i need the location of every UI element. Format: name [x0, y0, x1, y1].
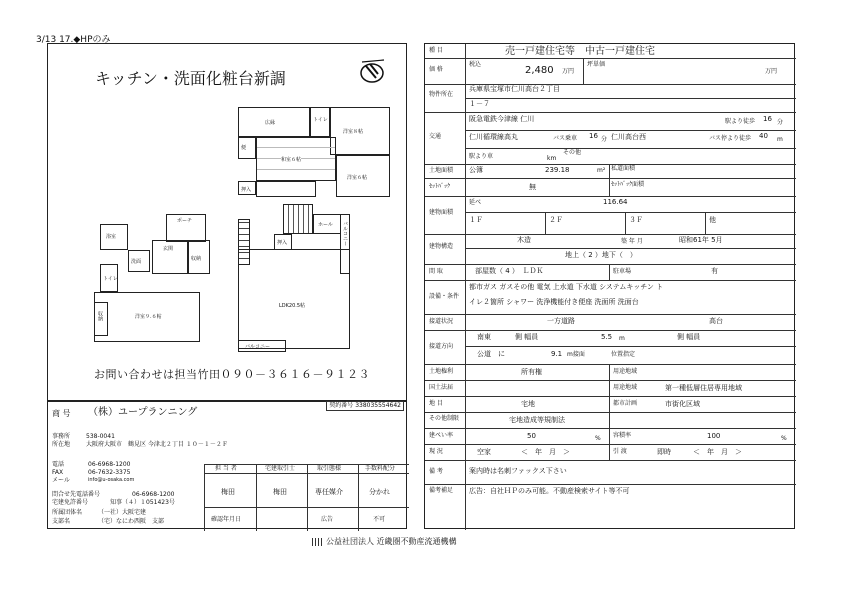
- room-western-6: 洋室６帖: [336, 155, 390, 197]
- company-mail: info@u-osaka.com: [88, 477, 135, 483]
- walk1-label: 駅より徒歩: [725, 118, 756, 125]
- staff-header-2: 取引態様: [317, 465, 342, 472]
- room-kitchen-strip: [238, 219, 250, 265]
- land-label: 土地面積: [429, 167, 454, 174]
- road-unit: m: [619, 335, 625, 342]
- staff-header-1: 宅建取引士: [265, 465, 296, 472]
- company-address: 大阪府大阪市 鶴見区 今津北２丁目 １０－１－２Ｆ: [86, 441, 228, 448]
- equip-label: 設備・条件: [429, 293, 460, 300]
- room-entrance: 玄関: [152, 240, 188, 274]
- room-wc: 便: [238, 137, 256, 159]
- bus-walk-unit: m: [777, 136, 783, 143]
- contact-line: お問い合わせは担当竹田０９０－３６１６－９１２３: [94, 368, 370, 381]
- addr-line2: １－７: [469, 100, 490, 108]
- company-name-label: 商 号: [52, 409, 71, 418]
- status-date: ＜ 年 月 ＞: [521, 448, 570, 456]
- room-hiroen: 広縁: [238, 107, 310, 137]
- zoning-use-label: 用途地域: [613, 384, 638, 391]
- room-japanese: 和室６帖: [256, 137, 336, 181]
- status-value: 空家: [477, 448, 491, 456]
- company-fax: 06-7632-3375: [88, 469, 131, 476]
- land-right-value: 所有権: [521, 368, 542, 376]
- license-number: 知事（４）１051423号: [110, 499, 175, 506]
- footer-org: [312, 536, 457, 547]
- staff-header-0: 担 当 者: [215, 465, 237, 472]
- office-label: 事務所: [52, 433, 71, 440]
- far-pct: %: [781, 435, 787, 442]
- inquiry-label: 問合せ先電話番号: [52, 491, 101, 498]
- city-plan-label: 都市計画: [613, 400, 638, 407]
- room-veranda: バルコニー: [340, 214, 350, 274]
- built-value: 昭和61年 5月: [679, 236, 723, 244]
- pos-label: 位置指定: [611, 351, 636, 358]
- property-type: 売一戸建住宅等 中古一戸建住宅: [505, 46, 655, 57]
- plan-title: キッチン・洗面化粧台新調: [95, 69, 286, 88]
- zoning-label: 国土法届: [429, 384, 454, 391]
- road-label: 接道状況: [429, 318, 454, 325]
- branch-label: 支部名: [52, 518, 71, 525]
- bldg-total-label: 延べ: [469, 199, 482, 206]
- room-stairs: [283, 204, 313, 234]
- equip-line1: 都市ガス ガスその他 電気 上水道 下水道 システムキッチン ト: [469, 283, 664, 291]
- staff-value-0: 梅田: [221, 488, 235, 496]
- header-date: 3/13 17.◆HPのみ: [36, 35, 111, 45]
- room-closet-1f: 押入: [274, 234, 292, 250]
- bcr-label: 建ぺい率: [429, 432, 454, 439]
- layout-value: 部屋数（ 4 ） ＬＤＫ: [475, 267, 544, 275]
- supp-value: 広告：自社ＨＰのみ可能。不動産検索サイト等不可: [469, 487, 630, 495]
- equip-line2: イレ２箇所 シャワー 洗浄機能付き便座 洗面所 洗面台: [469, 298, 639, 306]
- traffic-label: 交通: [429, 133, 442, 140]
- current-label: 用途地域: [613, 368, 638, 375]
- road-dir-label: 接道方向: [429, 343, 454, 350]
- room-toilet-1f: トイレ: [100, 264, 118, 292]
- bus-walk-value: 40: [759, 132, 768, 140]
- land-right-label: 土地権利: [429, 368, 454, 375]
- company-panel: [47, 401, 407, 529]
- room-wash: 洗面: [128, 250, 150, 272]
- footer-text: 公益社団法人 近畿圏不動産流通機構: [326, 537, 457, 546]
- room-toilet-2f: トイレ: [310, 107, 330, 137]
- staff-header-3: 手数料配分: [365, 465, 396, 472]
- bus-unit: 分: [601, 136, 608, 143]
- org-logo-icon: [312, 538, 322, 546]
- frontage-unit: m接面: [567, 351, 585, 358]
- bus-stop: 仁川高台西: [611, 133, 646, 141]
- bus-walk-label: バス停より徒歩: [709, 135, 752, 142]
- land-kind: 公簿: [469, 166, 483, 174]
- bus-minutes: 16: [589, 132, 598, 140]
- price-label: 価 格: [429, 66, 443, 73]
- room-bath: 浴室: [100, 224, 128, 250]
- room-balcony: バルコニー: [238, 340, 286, 352]
- staff-table: [204, 464, 409, 531]
- setback-label: ｾｯﾄﾊﾞｯｸ: [429, 183, 451, 190]
- contract-number: 契約番号 338035554642: [326, 401, 404, 411]
- branch-name: （宅）なにわ西阪 支部: [98, 518, 165, 525]
- station-car-unit: km: [547, 155, 557, 162]
- confirm-label: 確認年月日: [211, 516, 242, 523]
- far-value: 100: [707, 432, 721, 440]
- status-label: 現 況: [429, 448, 443, 455]
- bldg-label: 建物面積: [429, 209, 454, 216]
- road-side2-label: 側 幅員: [677, 333, 701, 341]
- floor-other-label: 他: [709, 216, 716, 224]
- mail-label: メール: [52, 477, 70, 484]
- license-label: 宅建免許番号: [52, 499, 89, 506]
- layout-label: 間 取: [429, 268, 443, 275]
- staff-value-2: 専任媒介: [315, 488, 343, 496]
- land-unit: m²: [597, 167, 606, 174]
- line1: 阪急電鉄今津線 仁川: [469, 115, 535, 123]
- land-area: 239.18: [545, 166, 570, 174]
- road-dir-value: 南東: [477, 333, 491, 341]
- handover-label: 引 渡: [613, 448, 627, 455]
- struct-value: 木造: [517, 236, 531, 244]
- ad-value: 不可: [373, 516, 386, 523]
- floor-plan-panel: [47, 43, 407, 401]
- far-label: 容積率: [613, 432, 632, 439]
- inquiry-tel: 06-6968-1200: [132, 491, 175, 498]
- tel-label: 電話: [52, 461, 65, 468]
- bldg-total: 116.64: [603, 198, 628, 206]
- floors-value: 地上（ 2 ）地下（ ）: [565, 251, 637, 259]
- parking-value: 有: [711, 267, 718, 275]
- note-value: 案内時は名刺ファックス下さい: [469, 467, 567, 475]
- room-ldk: LDK20.5帖: [238, 249, 350, 349]
- bcr-value: 50: [527, 432, 536, 440]
- note-label: 備 考: [429, 468, 443, 475]
- type-label: 種 目: [429, 47, 443, 54]
- room-storage-left: 収納: [94, 302, 108, 336]
- assoc-label: 所属団体名: [52, 509, 83, 516]
- handover-date: ＜ 年 月 ＞: [693, 448, 742, 456]
- room-storage-1f: 収納: [188, 240, 210, 274]
- parking-label: 駐車場: [613, 268, 632, 275]
- addr-label: 物件所在: [429, 91, 454, 98]
- room-western-9: 洋室９.６帖: [94, 292, 200, 342]
- company-tel: 06-6968-1200: [88, 461, 131, 468]
- restrict-label: その他制限: [429, 415, 460, 422]
- ad-label: 広告: [321, 516, 334, 523]
- floor1-label: １Ｆ: [469, 216, 483, 224]
- address-label: 所在地: [52, 441, 71, 448]
- station-car-label: 駅より車: [469, 153, 494, 160]
- addr-line1: 兵庫県宝塚市仁川高台２丁目: [469, 85, 560, 93]
- staff-value-1: 梅田: [273, 488, 287, 496]
- supp-label: 備考補足: [429, 487, 454, 494]
- room-western-8: 洋室８帖: [330, 107, 390, 155]
- tsubo-unit: 万円: [765, 68, 778, 75]
- built-label: 築 年 月: [621, 238, 643, 245]
- room-storage-2f: [256, 181, 316, 197]
- floor3-label: ３Ｆ: [629, 216, 643, 224]
- road-side-label: 側 幅員: [515, 333, 539, 341]
- walk1-unit: 分: [777, 119, 784, 126]
- setback-area-label: ｾｯﾄﾊﾞｯｸ面積: [611, 181, 645, 188]
- property-table: [424, 43, 795, 529]
- price-value: 2,480: [525, 65, 554, 76]
- walk1-value: 16: [763, 115, 772, 123]
- fax-label: FAX: [52, 469, 64, 476]
- frontage-label: 公道 に: [477, 350, 505, 358]
- struct-label: 建物構造: [429, 243, 454, 250]
- zoning-value: 第一種低層住居専用地域: [665, 384, 742, 392]
- price-tag: 税込: [469, 61, 482, 68]
- room-closet: 押入: [238, 181, 256, 195]
- restrict-value: 宅地造成等規制法: [509, 416, 565, 424]
- private-road-label: 私道面積: [611, 165, 636, 172]
- tsubo-label: 坪単価: [587, 61, 606, 68]
- room-porch: ポーチ: [166, 214, 206, 242]
- floor2-label: ２Ｆ: [549, 216, 563, 224]
- handover-value: 即時: [657, 448, 671, 456]
- price-unit: 万円: [562, 68, 575, 75]
- bus-label: バス乗車: [553, 135, 578, 142]
- company-name: （株）ユープランニング: [88, 407, 198, 418]
- land-cat-value: 宅地: [521, 400, 535, 408]
- office-zip: 538-0041: [86, 433, 115, 440]
- room-hall: ホール: [313, 214, 341, 234]
- bus-line: 仁川循環線高丸: [469, 133, 518, 141]
- staff-value-3: 分かれ: [369, 488, 390, 496]
- other-label: その他: [563, 149, 582, 156]
- road-width: 5.5: [601, 333, 613, 341]
- road-grade: 高台: [709, 317, 723, 325]
- city-plan-value: 市街化区域: [665, 400, 700, 408]
- land-cat-label: 地 目: [429, 400, 443, 407]
- frontage-value: 9.1: [551, 350, 563, 358]
- road-value: 一方道路: [547, 317, 575, 325]
- setback-value: 無: [529, 183, 536, 191]
- seal-icon: [358, 58, 388, 84]
- assoc-name: （一社）大阪宅建: [98, 509, 147, 516]
- bcr-pct: %: [595, 435, 601, 442]
